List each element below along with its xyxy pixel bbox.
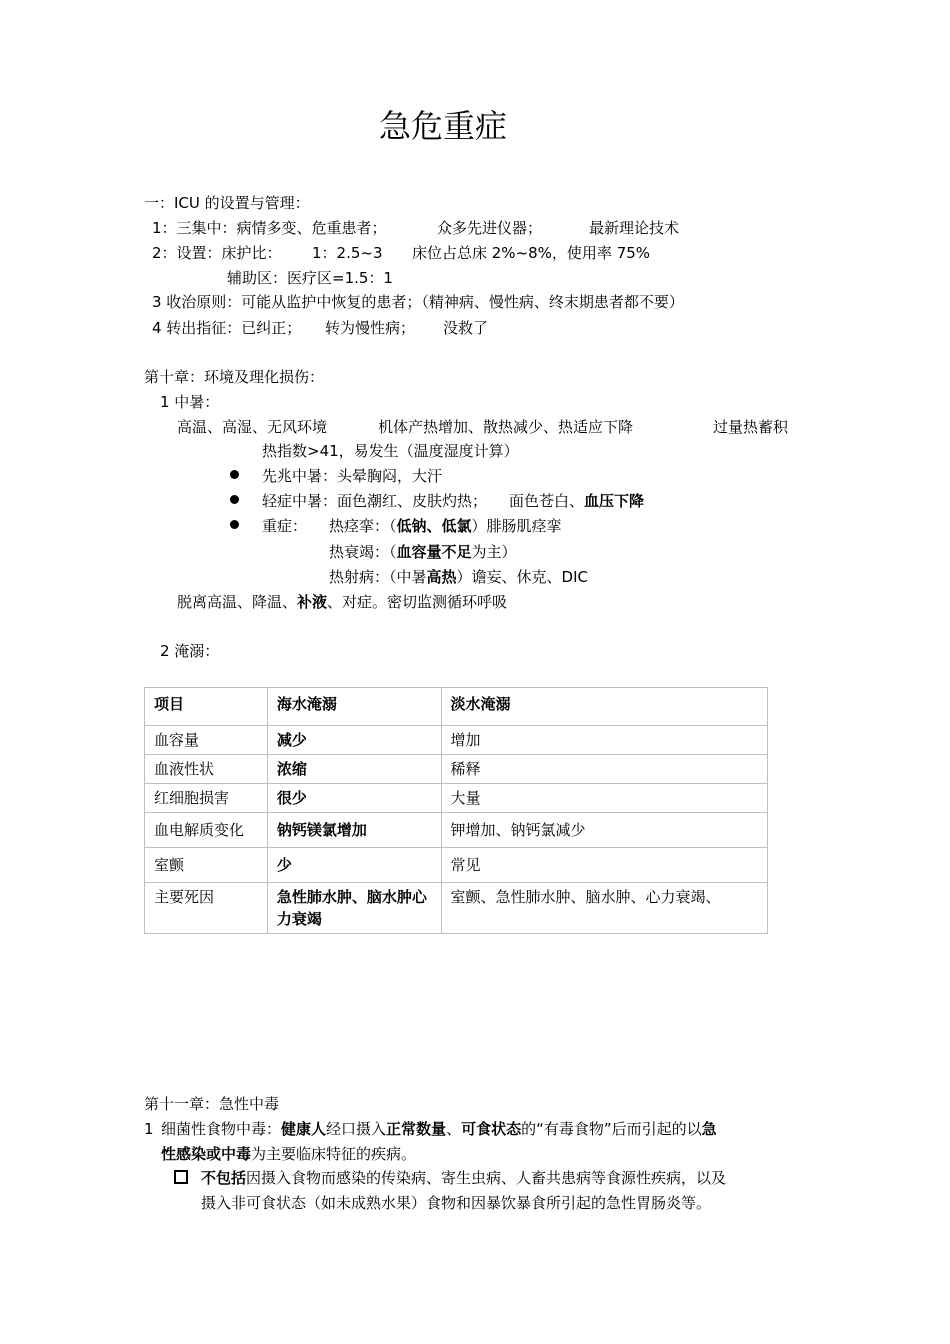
ch11-heading: 第十一章：急性中毒: [144, 1095, 280, 1113]
ch11-item-number: 1: [144, 1120, 154, 1138]
page-title: 急危重症: [378, 107, 507, 145]
bullet-dot: [230, 495, 239, 504]
table-row: [145, 726, 768, 755]
table-cell: 室颤、急性肺水肿、脑水肿、心力衰竭、: [441, 883, 767, 934]
icu-heading: 一：ICU 的设置与管理：: [144, 194, 310, 212]
icu-line-1: 1：三集中：病情多变、危重患者；: [152, 219, 387, 237]
table-cell: 大量: [441, 784, 767, 813]
heat-index: 热指数>41，易发生（温度湿度计算）: [262, 442, 519, 460]
table-cell: 血电解质变化: [145, 813, 268, 848]
checkbox-icon: [174, 1170, 188, 1184]
heat-cramp: 热痉挛：（低钠、低氯）腓肠肌痉挛: [329, 517, 562, 535]
icu-line-2: 2：设置：床护比：: [152, 244, 282, 262]
heat-bullet-3-label: 重症：: [262, 517, 308, 535]
table-cell: 钾增加、钠钙氯减少: [441, 813, 767, 848]
heat-stroke: 热射病：（中暑高热）谵妄、休克、DIC: [329, 568, 588, 586]
heat-bullet-2: 轻症中暑：面色潮红、皮肤灼热； 面色苍白、血压下降: [262, 492, 645, 510]
table-cell: 血液性状: [145, 755, 268, 784]
table-header-row: [145, 688, 768, 726]
table-cell: 稀释: [441, 755, 767, 784]
table-cell: 红细胞损害: [145, 784, 268, 813]
drowning-heading: 2 淹溺：: [160, 642, 220, 660]
bullet-dot: [230, 470, 239, 479]
icu-line-4: 4 转出指征：已纠正；: [152, 319, 302, 337]
heat-cause-a: 高温、高湿、无风环境: [177, 418, 328, 436]
table-cell: 急性肺水肿、脑水肿心力衰竭: [267, 883, 441, 934]
icu-line-2-b: 1：2.5~3: [312, 244, 383, 262]
bullet-dot: [230, 520, 239, 529]
icu-line-3: 3 收治原则：可能从监护中恢复的患者；（精神病、慢性病、终末期患者都不要）: [152, 293, 684, 311]
ch10-heading: 第十章：环境及理化损伤：: [144, 368, 325, 386]
icu-line-1-c: 最新理论技术: [589, 219, 680, 237]
table-row: [145, 848, 768, 883]
heatstroke-heading: 1 中暑：: [160, 393, 220, 411]
ch11-note-line-1: 不包括因摄入食物而感染的传染病、寄生虫病、人畜共患病等食源性疾病，以及: [201, 1169, 727, 1187]
table-cell: 血容量: [145, 726, 268, 755]
table-cell: 室颤: [145, 848, 268, 883]
ch11-item-1-line-2: 性感染或中毒为主要临床特征的疾病。: [161, 1145, 417, 1163]
heat-treatment: 脱离高温、降温、补液、对症。密切监测循环呼吸: [177, 593, 508, 611]
table-cell: 浓缩: [267, 755, 441, 784]
heat-cause-c: 过量热蓄积: [713, 418, 789, 436]
drowning-table: [144, 687, 768, 934]
table-cell: 少: [267, 848, 441, 883]
ch11-item-1-line-1: 细菌性食物中毒：健康人经口摄入正常数量、可食状态的“有毒食物”后而引起的以急: [161, 1120, 717, 1138]
icu-line-1-b: 众多先进仪器；: [437, 219, 543, 237]
heat-bullet-1: 先兆中暑：头晕胸闷，大汗: [262, 467, 443, 485]
icu-line-4-c: 没救了: [443, 319, 489, 337]
icu-line-2-c: 床位占总床 2%~8%，使用率 75%: [412, 244, 651, 262]
table-row: [145, 784, 768, 813]
table-row: [145, 755, 768, 784]
table-cell: 钠钙镁氯增加: [267, 813, 441, 848]
heat-cause-b: 机体产热增加、散热减少、热适应下降: [378, 418, 634, 436]
table-cell: 增加: [441, 726, 767, 755]
heat-exhaustion: 热衰竭：（血容量不足为主）: [329, 543, 517, 561]
table-header-cell: 淡水淹溺: [441, 688, 767, 726]
icu-line-4-b: 转为慢性病；: [325, 319, 416, 337]
ch11-note-line-2: 摄入非可食状态（如未成熟水果）食物和因暴饮暴食所引起的急性胃肠炎等。: [201, 1194, 712, 1212]
table-header-cell: 项目: [145, 688, 268, 726]
table-row: [145, 883, 768, 934]
table-cell: 常见: [441, 848, 767, 883]
table-row: [145, 813, 768, 848]
table-cell: 很少: [267, 784, 441, 813]
icu-line-2b: 辅助区：医疗区=1.5：1: [227, 269, 393, 287]
table-cell: 减少: [267, 726, 441, 755]
table-cell: 主要死因: [145, 883, 268, 934]
table-header-cell: 海水淹溺: [267, 688, 441, 726]
